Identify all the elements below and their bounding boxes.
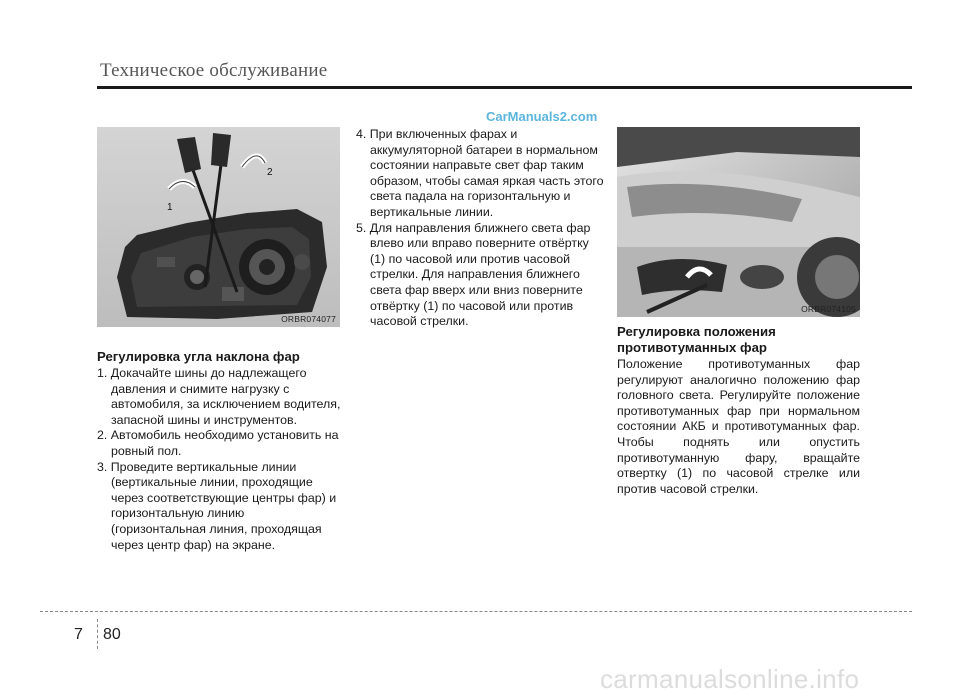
list-item: 5. Для направления ближнего света фар влево или вправо поверните отвёртку (1) по часовой или против часовой стрелки. Для направления ближнего света фар вверх или вниз поверните отвёртку (1) по часовой или против часовой стрелки. xyxy=(356,220,591,329)
body-text: Положение противотуманных фар регулируют аналогично положению фар головного света. Регулируйте положение противотуманных фар при нормальном состоянии АКБ и противотуманных фар. Чтобы поднять или опустить противотуманную фару, вращайте отвертку (1) по часовой стрелке или против часовой стрелки. xyxy=(617,357,860,496)
foglamp-aim-section xyxy=(617,324,860,497)
foglamp-illustration xyxy=(617,127,860,317)
footer-rule xyxy=(40,611,912,612)
callout-1: 1 xyxy=(167,202,173,213)
list-item: 3. Проведите вертикальные линии (вертикальные линии, проходящие через соответствующие центры фар) и горизонтальную линию (горизонтальная линия, проходящая через центр фар) на экране. xyxy=(97,459,337,552)
headlamp-illustration xyxy=(97,127,340,327)
list-item: 2. Автомобиль необходимо установить на ровный пол. xyxy=(97,428,339,458)
page-separator xyxy=(97,619,98,649)
watermark-top: CarManuals2.com xyxy=(486,109,598,124)
headlamp-aim-section xyxy=(97,349,342,553)
foglamp-figure xyxy=(617,127,860,317)
header-rule xyxy=(97,86,912,89)
figure-code: ORBR074105 xyxy=(801,304,856,314)
section-heading: Регулировка угла наклона фар xyxy=(97,349,300,364)
list-item: 1. Докачайте шины до надлежащего давления и снимите нагрузку с автомобиля, за исключением водителя, запасной шины и инструментов. xyxy=(97,366,341,427)
section-heading: Регулировка положения противотуманных фар xyxy=(617,324,776,355)
figure-code: ORBR074077 xyxy=(281,314,336,324)
headlamp-figure xyxy=(97,127,340,327)
watermark-bottom: carmanualsonline.info xyxy=(600,664,860,694)
page-number: 80 xyxy=(103,626,121,643)
headlamp-aim-steps xyxy=(356,127,606,330)
chapter-number: 7 xyxy=(74,626,83,643)
section-title: Техническое обслуживание xyxy=(100,60,328,81)
list-item: 4. При включенных фарах и аккумуляторной батареи в нормальном состоянии направьте свет фар таким образом, чтобы самая яркая часть этого света падала на горизонтальную и вертикальные линии. xyxy=(356,127,604,219)
callout-2: 2 xyxy=(267,167,273,178)
